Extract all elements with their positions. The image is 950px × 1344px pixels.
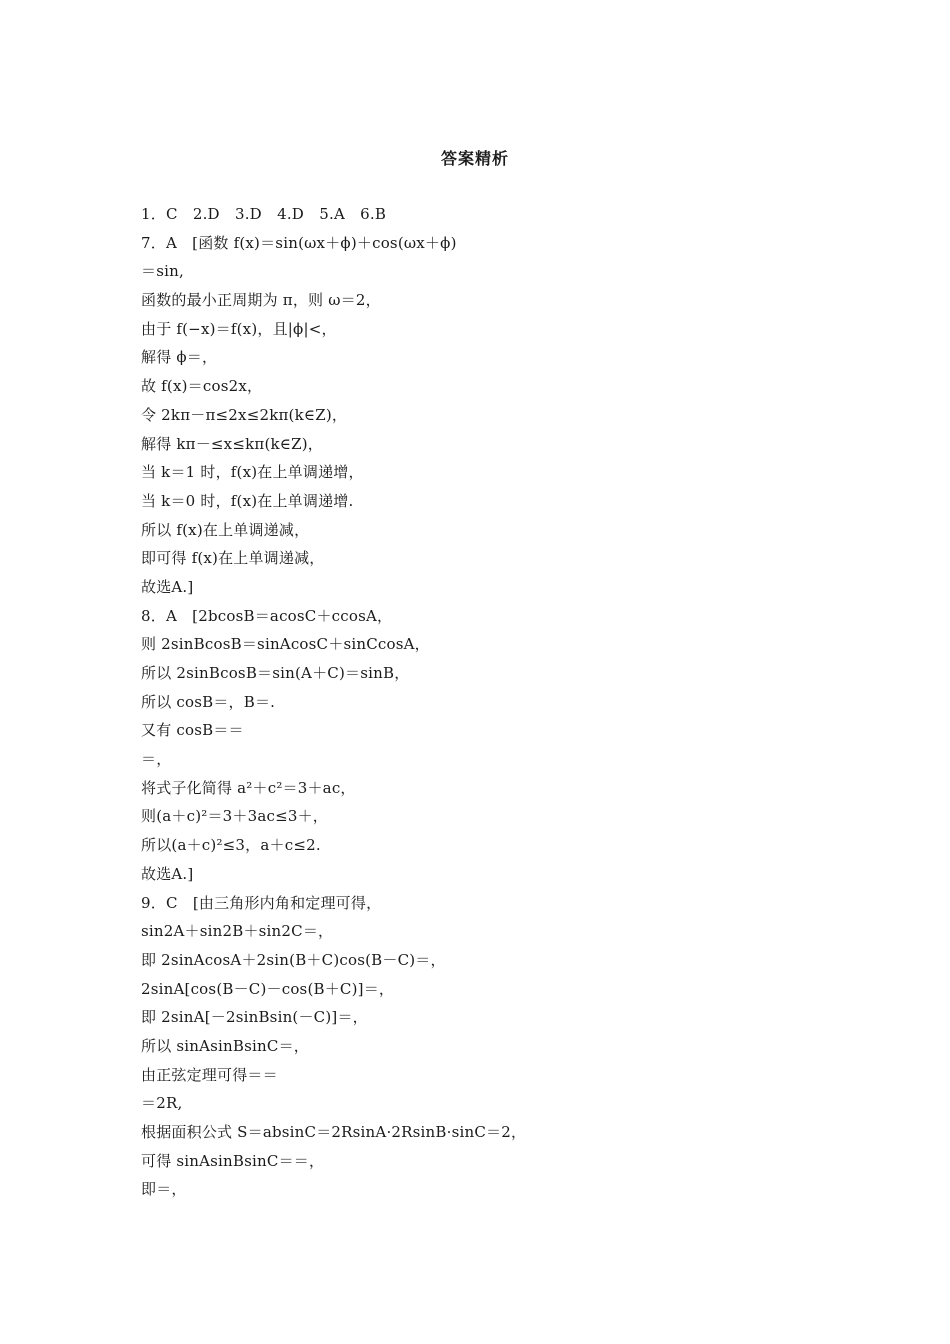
text-line: 所以(a＋c)²≤3，a＋c≤2.	[141, 836, 321, 855]
text-line: 即 2sinAcosA＋2sin(B＋C)cos(B－C)＝，	[141, 950, 446, 969]
text-line: 即＝，	[141, 1180, 187, 1199]
text-line: 7．A [函数 f(x)＝sin(ωx＋ϕ)＋cos(ωx＋ϕ)	[141, 233, 457, 252]
text-line: 当 k＝1 时，f(x)在上单调递增，	[141, 463, 364, 482]
text-line: 由正弦定理可得＝＝	[141, 1065, 278, 1084]
text-line: 可得 sinAsinBsinC＝＝，	[141, 1151, 325, 1170]
text-line: 即 2sinA[－2sinBsin(－C)]＝，	[141, 1008, 368, 1027]
answer-text	[141, 200, 841, 1204]
text-line: 函数的最小正周期为 π，则 ω＝2，	[141, 291, 381, 310]
text-line: 所以 2sinBcosB＝sin(A＋C)＝sinB，	[141, 664, 410, 682]
text-line: 2sinA[cos(B－C)－cos(B＋C)]＝，	[141, 979, 395, 998]
text-line: 令 2kπ－π≤2x≤2kπ(k∈Z)，	[141, 405, 348, 424]
text-line: 9．C [由三角形内角和定理可得，	[141, 893, 382, 912]
text-line: ＝sin,	[141, 262, 184, 281]
text-line: 当 k＝0 时，f(x)在上单调递增.	[141, 491, 354, 510]
text-line: 所以 sinAsinBsinC＝，	[141, 1036, 309, 1055]
text-line: 则 2sinBcosB＝sinAcosC＋sinCcosA，	[141, 635, 430, 654]
text-line: ＝2R,	[141, 1094, 183, 1113]
text-line: 由于 f(−x)＝f(x)，且|ϕ|<，	[141, 319, 337, 338]
text-line: 故选A.]	[141, 864, 194, 883]
text-line: 故选A.]	[141, 577, 194, 596]
text-line: sin2A＋sin2B＋sin2C＝，	[141, 922, 334, 941]
text-line: 1．C 2.D 3.D 4.D 5.A 6.B	[141, 205, 387, 223]
text-line: 故 f(x)＝cos2x，	[141, 377, 263, 396]
text-line: 解得 ϕ＝，	[141, 348, 218, 367]
page-title: 答案精析	[440, 149, 509, 168]
text-line: 根据面积公式 S＝absinC＝2RsinA·2RsinB·sinC＝2，	[141, 1123, 527, 1141]
text-line: 8．A [2bcosB＝acosC＋ccosA，	[141, 606, 393, 625]
text-line: 所以 f(x)在上单调递减，	[141, 520, 310, 539]
text-line: 则(a＋c)²＝3＋3ac≤3＋，	[141, 807, 329, 826]
text-line: 即可得 f(x)在上单调递减，	[141, 549, 325, 568]
text-line: 所以 cosB＝，B＝.	[141, 692, 276, 711]
text-line: ＝，	[141, 750, 172, 769]
text-line: 解得 kπ－≤x≤kπ(k∈Z)，	[141, 434, 323, 453]
text-line: 将式子化简得 a²＋c²＝3＋ac，	[141, 778, 356, 797]
text-line: 又有 cosB＝＝	[141, 721, 244, 740]
